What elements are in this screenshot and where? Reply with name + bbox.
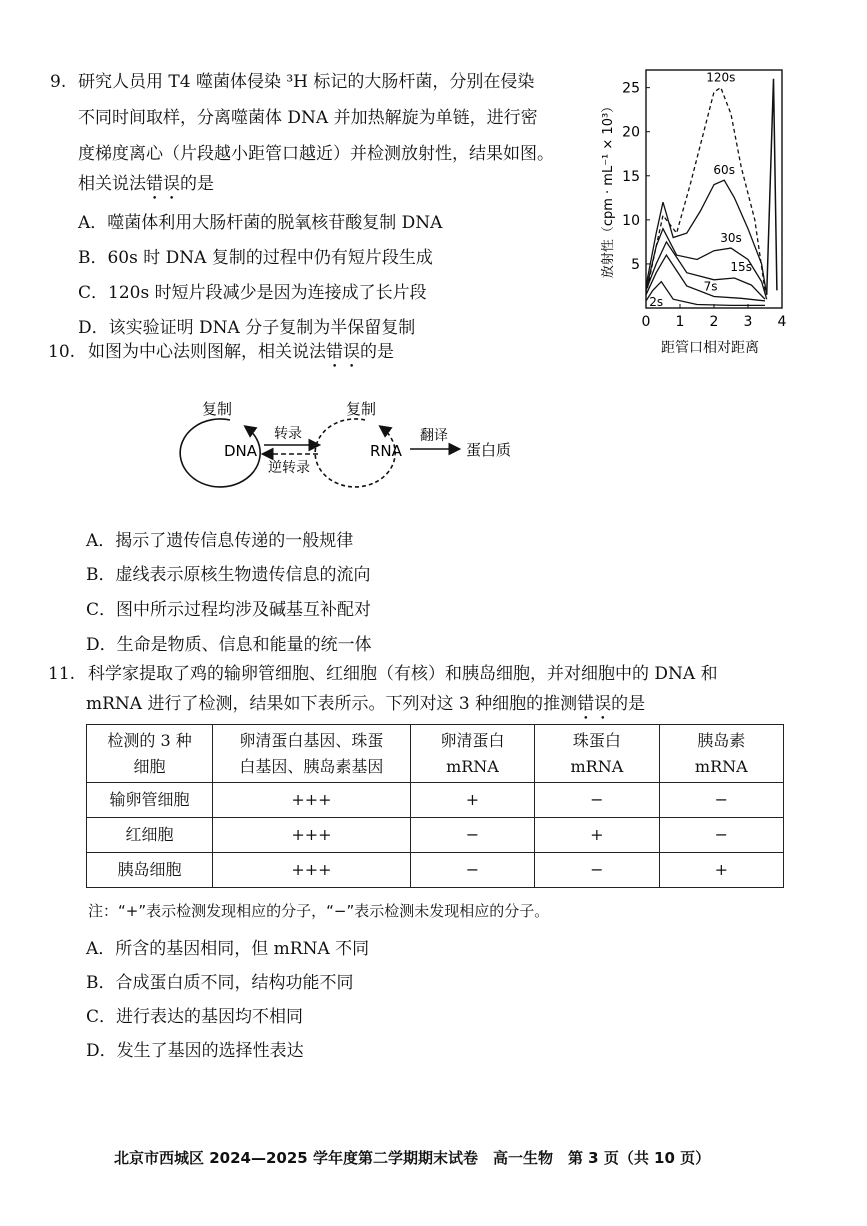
protein-label: 蛋白质 — [466, 441, 512, 459]
option-a: A．噬菌体利用大肠杆菌的脱氧核苷酸复制 DNA — [78, 213, 443, 233]
y-tick-label: 25 — [622, 80, 640, 97]
table-cell: 胰岛细胞 — [87, 853, 213, 888]
table-cell: 输卵管细胞 — [87, 783, 213, 818]
table-header-cell: 胰岛素 mRNA — [659, 725, 783, 783]
question-stem-line: 研究人员用 T4 噬菌体侵染 ³H 标记的大肠杆菌，分别在侵染 — [78, 72, 535, 92]
series-label: 15s — [730, 259, 752, 274]
table-cell: − — [535, 853, 659, 888]
table-header-cell: 卵清蛋白 mRNA — [410, 725, 534, 783]
y-tick-label: 15 — [622, 168, 640, 185]
central-dogma-diagram — [160, 392, 560, 502]
option-d: D．生命是物质、信息和能量的统一体 — [86, 635, 372, 655]
chart-labels-group — [600, 71, 787, 356]
table-header-cell: 卵清蛋白基因、珠蛋 白基因、胰岛素基因 — [213, 725, 411, 783]
table-cell: − — [410, 853, 534, 888]
option-b: B．合成蛋白质不同，结构功能不同 — [86, 973, 354, 993]
y-axis-label: 放射性（cpm · mL⁻¹ × 10³） — [601, 99, 616, 279]
option-b: B．虚线表示原核生物遗传信息的流向 — [86, 565, 371, 585]
table-header-cell: 检测的 3 种 细胞 — [87, 725, 213, 783]
table-row — [87, 818, 784, 853]
question-stem-line: 不同时间取样，分离噬菌体 DNA 并加热解旋为单链，进行密 — [78, 108, 538, 128]
series-label: 30s — [720, 230, 742, 245]
question-11-stem-line1: 科学家提取了鸡的输卵管细胞、红细胞（有核）和胰岛细胞，并对细胞中的 DNA 和 — [88, 664, 718, 684]
transcription-label: 转录 — [274, 426, 302, 442]
question-stem-line: 度梯度离心（片段越小距管口越近）并检测放射性，结果如图。 — [78, 144, 554, 164]
table-cell: +++ — [213, 783, 411, 818]
right-peak-line — [767, 79, 777, 295]
x-axis-label: 距管口相对距离 — [661, 340, 759, 356]
translation-label: 翻译 — [420, 428, 448, 444]
ask-suffix: 的是 — [180, 174, 214, 194]
ask-emphasis: 错误 — [146, 174, 180, 194]
option-b: B．60s 时 DNA 复制的过程中仍有短片段生成 — [78, 248, 433, 268]
table-header-row — [87, 725, 784, 783]
option-c: C．进行表达的基因均不相同 — [86, 1007, 304, 1027]
x-tick-label: 2 — [709, 314, 719, 330]
y-tick-label: 20 — [622, 124, 640, 141]
table-cell: − — [535, 783, 659, 818]
option-a: A．揭示了遗传信息传递的一般规律 — [86, 531, 354, 551]
table-row — [87, 783, 784, 818]
series-label: 2s — [649, 295, 664, 310]
question-11-stem-line2 — [86, 694, 645, 724]
ask-prefix: 相关说法 — [78, 174, 146, 194]
option-d: D．发生了基因的选择性表达 — [86, 1041, 304, 1061]
table-cell: + — [410, 783, 534, 818]
stem-suffix: 的是 — [611, 694, 646, 714]
x-tick-label: 3 — [743, 314, 753, 330]
stem-prefix: mRNA 进行了检测，结果如下表所示。下列对这 3 种细胞的推测 — [86, 694, 578, 714]
table-cell: + — [535, 818, 659, 853]
option-d: D．该实验证明 DNA 分子复制为半保留复制 — [78, 318, 416, 338]
question-number: 9. — [50, 72, 67, 92]
table-cell: − — [659, 818, 783, 853]
table-cell: +++ — [213, 853, 411, 888]
table-cell: + — [659, 853, 783, 888]
reverse-transcription-label: 逆转录 — [268, 460, 310, 476]
table-cell: 红细胞 — [87, 818, 213, 853]
series-label: 7s — [703, 279, 718, 294]
detection-table — [86, 724, 784, 888]
table-cell: +++ — [213, 818, 411, 853]
dna-label: DNA — [224, 442, 258, 460]
question-number: 11. — [48, 664, 76, 684]
x-tick-label: 0 — [641, 314, 651, 330]
series-label: 120s — [706, 70, 736, 85]
option-a: A．所含的基因相同，但 mRNA 不同 — [86, 939, 370, 959]
rna-label: RNA — [370, 442, 402, 460]
dna-replication-label: 复制 — [202, 400, 233, 418]
question-ask — [78, 174, 214, 204]
stem-emphasis: 错误 — [577, 694, 612, 714]
chart-frame — [646, 70, 782, 308]
table-cell: − — [410, 818, 534, 853]
option-c: C．120s 时短片段减少是因为连接成了长片段 — [78, 283, 427, 303]
y-tick-label: 5 — [631, 256, 640, 273]
option-c: C．图中所示过程均涉及碱基互补配对 — [86, 600, 372, 620]
chart-series-group — [646, 79, 777, 306]
table-note: 注：“+”表示检测发现相应的分子，“−”表示检测未发现相应的分子。 — [88, 902, 550, 920]
table-row — [87, 853, 784, 888]
stem-prefix: 如图为中心法则图解，相关说法 — [88, 342, 326, 362]
x-tick-label: 4 — [777, 314, 787, 330]
table-cell: − — [659, 783, 783, 818]
table-header-cell: 珠蛋白 mRNA — [535, 725, 659, 783]
rna-replication-label: 复制 — [346, 400, 377, 418]
plot-border — [646, 70, 782, 308]
x-tick-label: 1 — [675, 314, 685, 330]
stem-emphasis: 错误 — [326, 342, 360, 362]
page-footer: 北京市西城区 2024—2025 学年度第二学期期末试卷 高一生物 第 3 页（共 10 页） — [114, 1149, 711, 1167]
question-number: 10. — [48, 342, 76, 362]
radioactivity-chart — [596, 62, 796, 362]
series-label: 60s — [713, 163, 735, 178]
question-10-stem — [88, 342, 394, 372]
y-tick-label: 10 — [622, 212, 640, 229]
stem-suffix: 的是 — [360, 342, 394, 362]
